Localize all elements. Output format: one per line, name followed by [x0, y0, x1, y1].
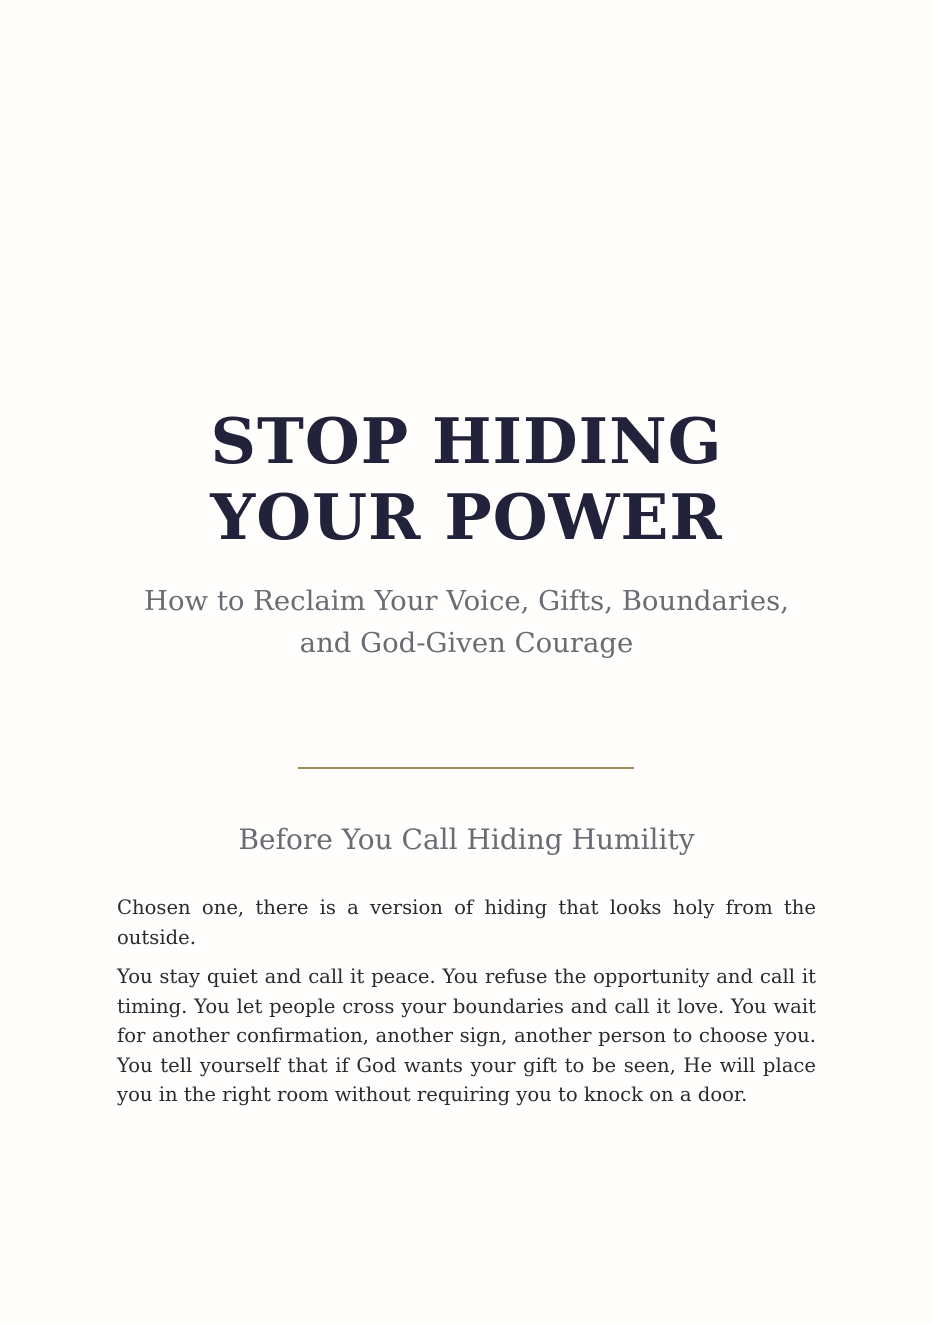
book-title-line-2: YOUR POWER: [210, 480, 723, 554]
paragraph: Chosen one, there is a version of hiding that looks holy from the outside.: [117, 896, 816, 949]
book-title-line-1: STOP HIDING: [210, 404, 723, 478]
book-subtitle-line-1: How to Reclaim Your Voice, Gifts, Boundaries,: [144, 585, 789, 617]
book-title: [0, 403, 933, 555]
book-subtitle: [100, 580, 833, 664]
ornamental-divider: [298, 767, 634, 769]
book-subtitle-line-2: and God-Given Courage: [299, 627, 634, 659]
section-heading: Before You Call Hiding Humility: [238, 823, 695, 856]
paragraph: You stay quiet and call it peace. You refuse the opportunity and call it timing. You let people cross your boundaries and call it love. You wait for another confirmation, another sign, another person to choose you. You tell yourself that if God wants your gift to be seen, He will place you in the right room without requiring you to knock on a door.: [117, 965, 816, 1106]
body-text: [117, 893, 816, 1120]
